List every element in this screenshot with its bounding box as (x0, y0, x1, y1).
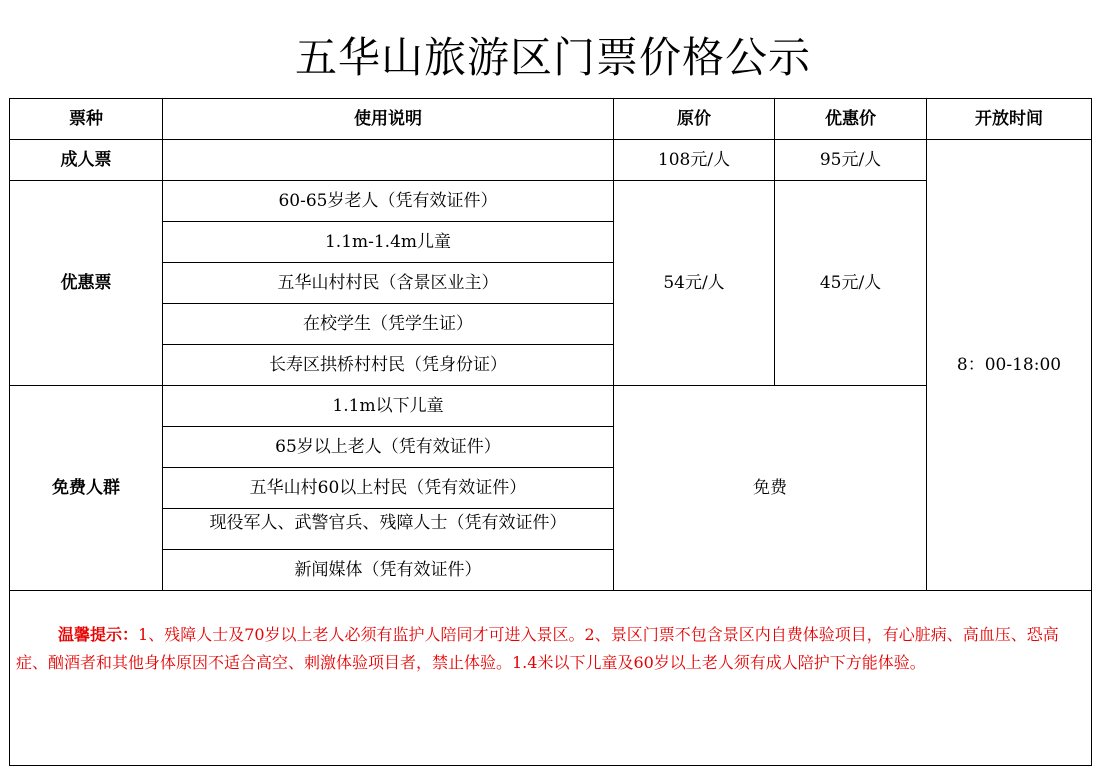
discount-discount-price: 45元/人 (775, 181, 927, 386)
discount-item: 五华山村村民（含景区业主） (163, 263, 614, 304)
header-discount-price: 优惠价 (775, 99, 927, 140)
notice (10, 591, 1092, 766)
ticket-price-table (9, 98, 1092, 766)
notice-row (10, 591, 1092, 766)
adult-description (163, 140, 614, 181)
free-item: 1.1m以下儿童 (163, 386, 614, 427)
adult-discount-price: 95元/人 (775, 140, 927, 181)
header-opening-hours: 开放时间 (927, 99, 1092, 140)
free-item: 65岁以上老人（凭有效证件） (163, 427, 614, 468)
adult-ticket-type: 成人票 (10, 140, 163, 181)
discount-item: 60-65岁老人（凭有效证件） (163, 181, 614, 222)
adult-original-price: 108元/人 (614, 140, 775, 181)
header-ticket-type: 票种 (10, 99, 163, 140)
free-item: 五华山村60以上村民（凭有效证件） (163, 468, 614, 509)
discount-item: 1.1m-1.4m儿童 (163, 222, 614, 263)
page-title: 五华山旅游区门票价格公示 (294, 33, 811, 82)
discount-original-price: 54元/人 (614, 181, 775, 386)
free-item-text: 现役军人、武警官兵、残障人士（凭有效证件） (209, 513, 567, 533)
free-ticket-type: 免费人群 (10, 386, 163, 591)
free-item-wrapped (163, 509, 614, 550)
adult-row (10, 140, 1092, 181)
header-original-price: 原价 (614, 99, 775, 140)
discount-item: 长寿区拱桥村村民（凭身份证） (163, 345, 614, 386)
free-item: 新闻媒体（凭有效证件） (163, 550, 614, 591)
discount-ticket-type: 优惠票 (10, 181, 163, 386)
header-description: 使用说明 (163, 99, 614, 140)
free-price: 免费 (614, 386, 927, 591)
discount-item: 在校学生（凭学生证） (163, 304, 614, 345)
header-row (10, 99, 1092, 140)
notice-text: 1、残障人士及70岁以上老人必须有监护人陪同才可进入景区。2、景区门票不包含景区内自费体验项目，有心脏病、高血压、恐高症、酗酒者和其他身体原因不适合高空、刺激体验项目者，禁止体验。1.4米以下儿童及60岁以上老人须有成人陪护下方能体验。 (16, 625, 1059, 672)
opening-hours: 8：00-18:00 (927, 140, 1092, 591)
notice-label: 温馨提示： (58, 625, 139, 644)
